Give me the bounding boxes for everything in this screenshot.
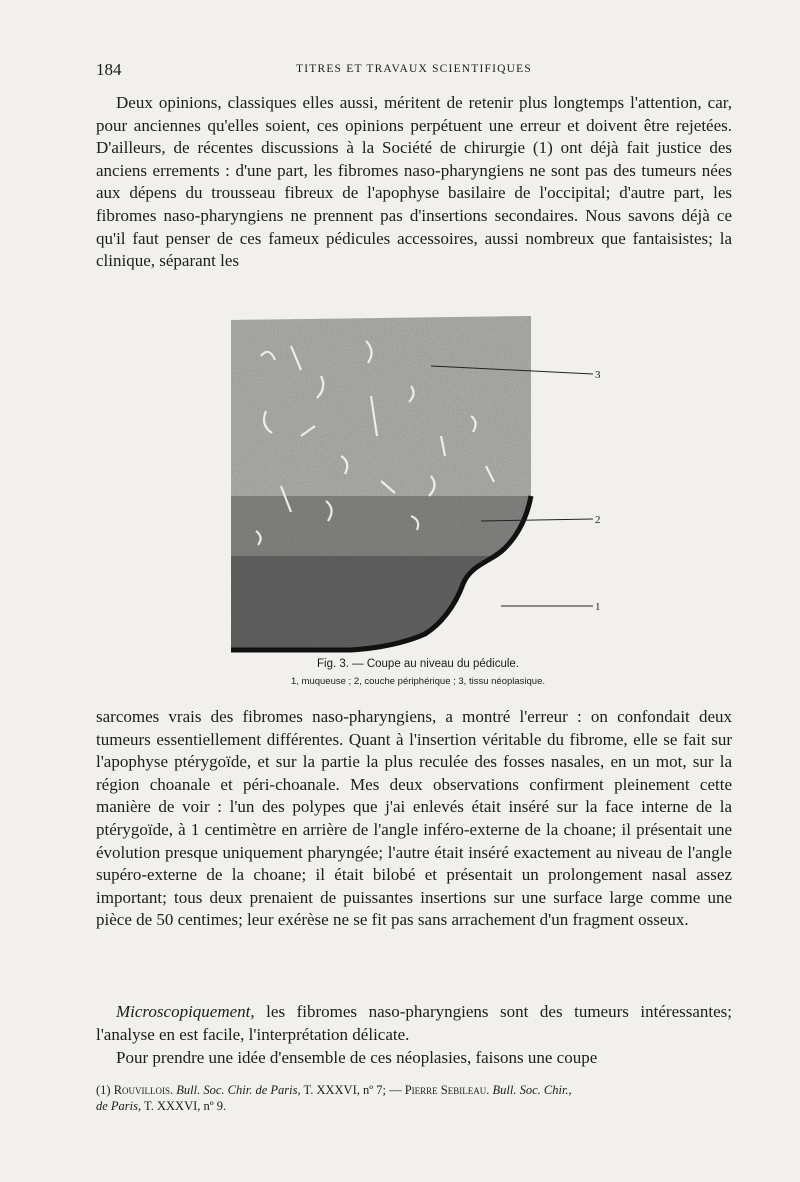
figure-legend: 1, muqueuse ; 2, couche périphérique ; 3, tissu néoplasique. xyxy=(290,676,546,687)
paragraph-microscopy-text: les fibromes naso-pharyngiens sont des tumeurs intéressantes; l'analyse en est facile, l'interprétation délicate. xyxy=(96,1002,732,1044)
micrograph-illustration xyxy=(231,316,601,656)
footnote-ref-2b: de Paris, xyxy=(96,1099,142,1113)
paragraph-opinions: Deux opinions, classiques elles aussi, méritent de retenir plus longtemps l'attention, car, pour anciennes qu'elles soient, ces opinions perpétuent une erreur et doivent être rejetées. D'ailleurs, de récentes discussions à la Société de chirurgie (1) ont déjà fait justice des anciens errements : d'une part, les fibromes naso-pharyngiens ne sont pas des tumeurs nées aux dépens du trousseau fibreux de l'apophyse basilaire de l'occipital; d'autre part, les fibromes naso-pharyngiens ne prennent pas d'insertions secondaires. Nous savons déjà ce qu'il faut penser de ces fameux pédicules accessoires, aussi nombreux que fantaisistes; la clinique, séparant les xyxy=(96,93,732,271)
paragraph-coupe xyxy=(96,1047,732,1070)
footnote-author-1: Rouvillois. xyxy=(113,1083,174,1097)
paragraph-coupe-text: Pour prendre une idée d'ensemble de ces néoplasies, faisons une coupe xyxy=(116,1048,598,1067)
footnote-volume-1: T. XXXVI, nº 7; — xyxy=(303,1083,402,1097)
footnote-marker: (1) xyxy=(96,1083,111,1097)
footnote xyxy=(96,1082,732,1114)
histology-figure xyxy=(231,316,601,656)
footnote-line-2 xyxy=(96,1098,732,1114)
paragraph-insertion: sarcomes vrais des fibromes naso-pharyngiens, a montré l'erreur : on confondait deux tumeurs essentiellement différentes. Quant à l'insertion véritable du fibrome, elle se fait sur l'apophyse ptérygoïde, et sur la partie la plus reculée des fosses nasales, en un mot, sur la région choanale et péri-choanale. Mes deux observations confirment pleinement cette manière de voir : l'un des polypes que j'ai enlevés était inséré sur la face interne de la ptérygoïde, à 1 centimètre en arrière de l'angle inféro-externe de la choane; il présentait une évolution presque uniquement pharyngée; l'autre était inséré exactement au niveau de l'angle supéro-externe de la choane; il était bilobé et présentait un prolongement nasal assez important; tous deux prenaient de puissantes insertions sur une surface large comme une pièce de 50 centimes; leur exérèse ne se fit pas sans arrachement d'un fragment osseux. xyxy=(96,707,732,930)
figure-label-2: 2 xyxy=(595,514,601,526)
page-header xyxy=(96,60,732,84)
page-number: 184 xyxy=(96,60,122,79)
footnote-ref-2a: Bull. Soc. Chir., xyxy=(492,1083,572,1097)
running-title: TITRES ET TRAVAUX SCIENTIFIQUES xyxy=(295,63,533,75)
paragraph-microscopy xyxy=(96,1001,732,1046)
footnote-line-1 xyxy=(96,1082,732,1098)
figure-label-3: 3 xyxy=(595,369,601,381)
italic-lead: Microscopiquement, xyxy=(116,1002,255,1021)
footnote-volume-2: T. XXXVI, nº 9. xyxy=(144,1099,227,1113)
footnote-author-2: Pierre Sebileau. xyxy=(404,1083,490,1097)
footnote-ref-1: Bull. Soc. Chir. de Paris, xyxy=(176,1083,301,1097)
figure-label-1: 1 xyxy=(595,601,601,613)
figure-caption: Fig. 3. — Coupe au niveau du pédicule. xyxy=(316,658,520,670)
